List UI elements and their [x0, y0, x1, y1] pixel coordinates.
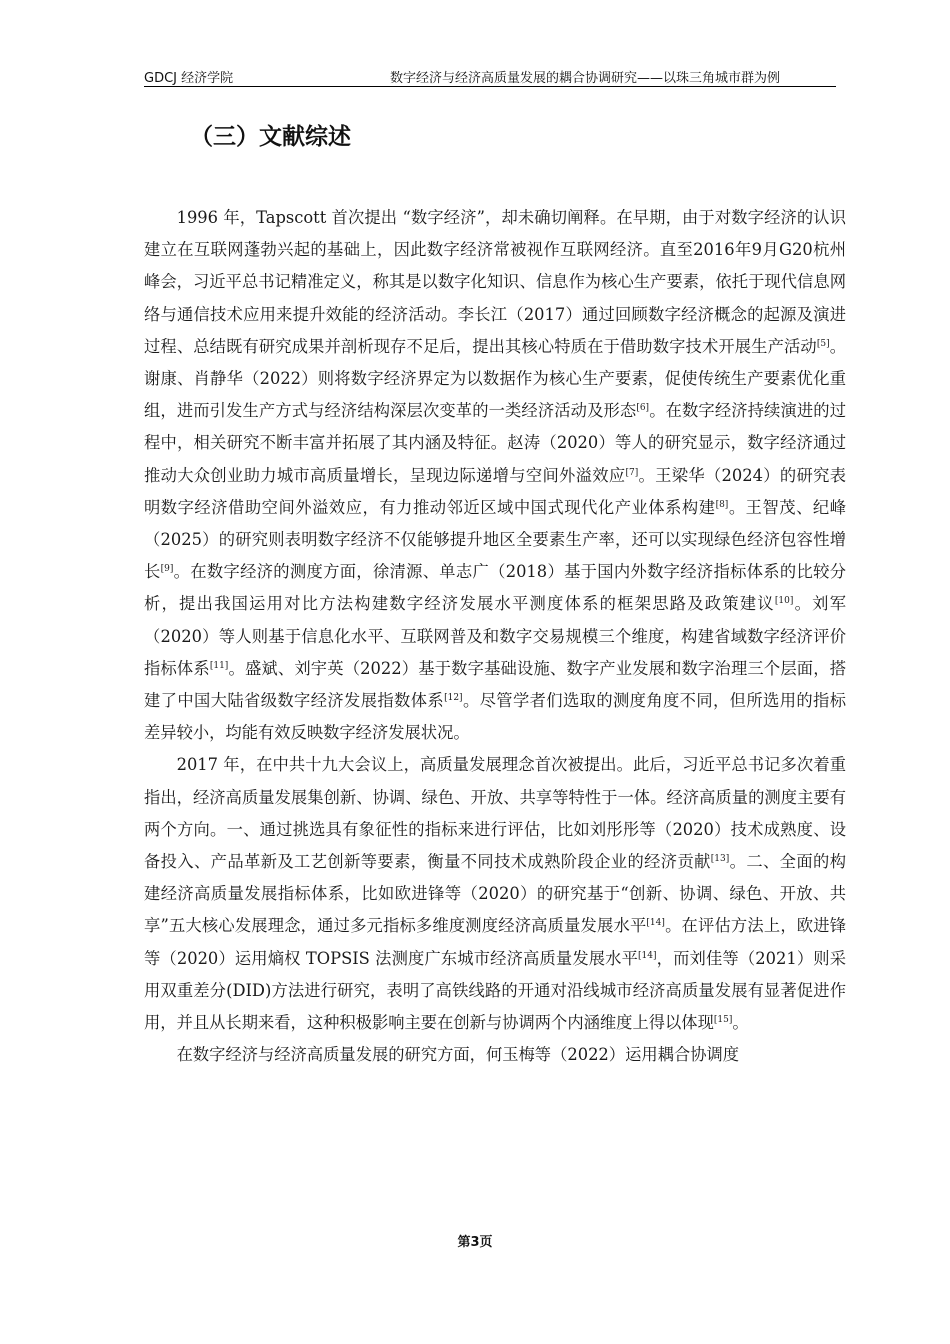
body-text: [144, 202, 846, 1071]
citation: [14]: [646, 918, 665, 929]
header-institution: GDCJ 经济学院: [144, 71, 234, 86]
text-run: 。在数字经济的测度方面，徐清源、单志广（2018）基于国内外数字经济指标体系的比较分析，提出我国运用对比方法构建数字经济发展水平测度体系的框架思路及政策建议: [144, 562, 846, 614]
paragraph: [144, 749, 846, 1039]
text-run: 。: [732, 1013, 749, 1033]
citation: [10]: [774, 596, 794, 607]
text-run: 。刘军（2020）等人则基于信息化水平、互联网普及和数字交易规模三个维度，构建省域数字经济评价指标体系: [144, 594, 846, 678]
citation: [9]: [160, 564, 174, 575]
text-run: 。盛斌、刘宇英（2022）基于数字基础设施、数字产业发展和数字治理三个层面，搭建了中国大陆省级数字经济发展指数体系: [144, 658, 846, 711]
citation: [6]: [636, 403, 650, 414]
text-run: 2017 年，在中共十九大会议上，高质量发展理念首次被提出。此后，习近平总书记多次着重指出，经济高质量发展集创新、协调、绿色、开放、共享等特性于一体。经济高质量的测度主要有两个方向。一、通过挑选具有象征性的指标来进行评估，比如刘彤彤等（2020）技术成熟度、设备投入、产品革新及工艺创新等要素，衡量不同技术成熟阶段企业的经济贡献: [144, 755, 846, 872]
running-header: [144, 66, 836, 87]
text-run: 。谢康、肖静华（2022）则将数字经济界定为以数据作为核心生产要素，促使传统生产要素优化重组，进而引发生产方式与经济结构深层次变革的一类经济活动及形态: [144, 336, 846, 421]
section-title: （三）文献综述: [190, 124, 351, 150]
header-paper-title: 数字经济与经济高质量发展的耦合协调研究——以珠三角城市群为例: [389, 71, 780, 86]
text-run: 。尽管学者们选取的测度角度不同，但所选用的指标差异较小，均能有效反映数字经济发展状况。: [144, 691, 846, 743]
citation: [15]: [713, 1015, 733, 1026]
citation: [13]: [710, 854, 730, 865]
citation: [7]: [625, 467, 639, 478]
text-run: ，而刘佳等（2021）则采用双重差分(DID)方法进行研究，表明了高铁线路的开通对沿线城市经济高质量发展有显著促进作用，并且从长期来看，这种积极影响主要在创新与协调两个内涵维度上得以体现: [144, 948, 846, 1033]
citation: [12]: [444, 693, 463, 704]
paragraph: [144, 1039, 846, 1071]
text-run: 。二、全面的构建经济高质量发展指标体系，比如欧进锋等（2020）的研究基于“创新、协调、绿色、开放、共享”五大核心发展理念，通过多元指标多维度测度经济高质量发展水平: [144, 852, 846, 936]
text-run: 。王梁华（2024）的研究表明数字经济借助空间外溢效应，有力推动邻近区域中国式现代化产业体系构建: [144, 465, 846, 517]
citation: [8]: [715, 499, 729, 510]
text-run: 在数字经济与经济高质量发展的研究方面，何玉梅等（2022）运用耦合协调度: [176, 1045, 740, 1065]
text-run: 。在数字经济持续演进的过程中，相关研究不断丰富并拓展了其内涵及特征。赵涛（2020）等人的研究显示，数字经济通过推动大众创业助力城市高质量增长，呈现边际递增与空间外溢效应: [144, 401, 846, 485]
citation: [14]: [638, 950, 657, 961]
text-run: 。在评估方法上，欧进锋等（2020）运用熵权 TOPSIS 法测度广东城市经济高质量发展水平: [144, 916, 846, 968]
page-number: 第3页: [457, 1235, 493, 1250]
text-run: 1996 年，Tapscott 首次提出 “数字经济”，却未确切阐释。在早期，由于对数字经济的认识建立在互联网蓬勃兴起的基础上，因此数字经济常被视作互联网经济。直至2016年9月G20杭州峰会，习近平总书记精准定义，称其是以数字化知识、信息作为核心生产要素，依托于现代信息网络与通信技术应用来提升效能的经济活动。李长江（2017）通过回顾数字经济概念的起源及演进过程、总结既有研究成果并剖析现存不足后，提出其核心特质在于借助数字技术开展生产活动: [144, 208, 846, 356]
paragraph: [144, 202, 846, 749]
text-run: 。王智茂、纪峰（2025）的研究则表明数字经济不仅能够提升地区全要素生产率，还可以实现绿色经济包容性增长: [144, 497, 846, 582]
citation: [11]: [209, 660, 229, 671]
citation: [5]: [816, 338, 830, 349]
